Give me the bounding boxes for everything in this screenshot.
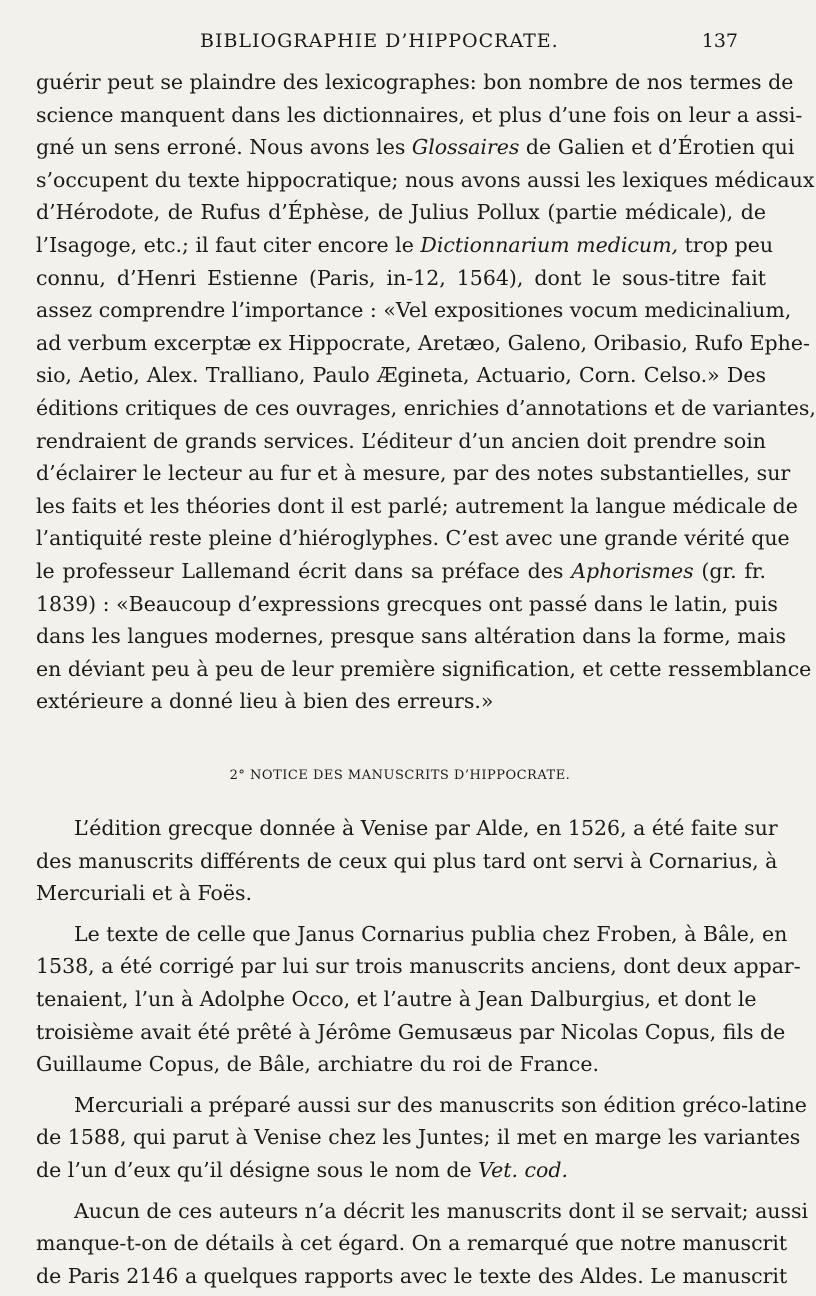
- text-line: d’Hérodote, de Rufus d’Éphèse, de Julius Pollux (partie médicale), de: [36, 200, 766, 225]
- text-line: guérir peut se plaindre des lexicographes: bon nombre de nos termes de: [36, 70, 794, 94]
- text-line: extérieure a donné lieu à bien des erreurs.»: [36, 689, 494, 714]
- text-line: gné un sens erroné. Nous avons les Glossaires de Galien et d’Érotien qui: [36, 135, 795, 160]
- paragraph-mercuriali: [36, 1089, 807, 1187]
- text-line: sio, Aetio, Alex. Tralliano, Paulo Ægineta, Actuario, Corn. Celso.» Des: [36, 363, 766, 388]
- text-line: des manuscrits différents de ceux qui plus tard ont servi à Cornarius, à: [36, 848, 778, 873]
- text-line: les faits et les théories dont il est parlé; autrement la langue médicale de: [36, 493, 798, 518]
- text-line: rendraient de grands services. L’éditeur d’un ancien doit prendre soin: [36, 428, 766, 453]
- text-line: Mercuriali a préparé aussi sur des manuscrits son édition gréco-latine: [74, 1092, 807, 1117]
- italic-title: Aphorismes: [571, 558, 694, 583]
- text-line: d’éclairer le lecteur au fur et à mesure, par des notes substantielles, sur: [36, 461, 791, 486]
- text-line: le professeur Lallemand écrit dans sa préface des Aphorismes (gr. fr.: [36, 558, 766, 583]
- section-heading: 2° NOTICE DES MANUSCRITS D’HIPPOCRATE.: [229, 768, 571, 783]
- text-line: de Paris 2146 a quelques rapports avec le texte des Aldes. Le manuscrit: [36, 1263, 788, 1288]
- italic-title: Dictionnarium medicum,: [420, 232, 679, 257]
- paragraph-cornarius: [36, 918, 801, 1081]
- text-line: L’édition grecque donnée à Venise par Alde, en 1526, a été faite sur: [74, 816, 778, 840]
- text-line: 1839) : «Beaucoup d’expressions grecques ont passé dans le latin, puis: [36, 591, 778, 616]
- paragraph-lexicography: [36, 66, 816, 718]
- text-line: troisième avait été prêté à Jérôme Gemusæus par Nicolas Copus, fils de: [36, 1019, 786, 1044]
- running-header: [0, 30, 800, 60]
- text-line: de l’un d’eux qu’il désigne sous le nom de Vet. cod.: [36, 1157, 568, 1182]
- italic-title: Vet. cod.: [478, 1157, 568, 1182]
- text-line: l’antiquité reste pleine d’hiéroglyphes. C’est avec une grande vérité que: [36, 526, 790, 551]
- italic-title: Glossaires: [411, 135, 520, 160]
- page-number: 137: [701, 30, 738, 52]
- running-title: BIBLIOGRAPHIE D’HIPPOCRATE.: [200, 30, 559, 52]
- text-line: assez comprendre l’importance : «Vel expositiones vocum medicinalium,: [36, 298, 792, 323]
- manuscripts-section: [36, 812, 809, 1292]
- text-line: s’occupent du texte hippocratique; nous avons aussi les lexiques médicaux: [36, 167, 815, 192]
- text-line: Aucun de ces auteurs n’a décrit les manuscrits dont il se servait; aussi: [74, 1198, 809, 1223]
- text-line: Mercuriali et à Foës.: [36, 881, 253, 906]
- text-line: dans les langues modernes, presque sans altération dans la forme, mais: [36, 624, 787, 649]
- text-line: tenaient, l’un à Adolphe Occo, et l’autre à Jean Dalburgius, et dont le: [36, 986, 757, 1011]
- text-line: de 1588, qui parut à Venise chez les Juntes; il met en marge les variantes: [36, 1125, 801, 1150]
- text-line: science manquent dans les dictionnaires, et plus d’une fois on leur a assi-: [36, 102, 803, 127]
- text-line: l’Isagoge, etc.; il faut citer encore le Dictionnarium medicum, trop peu: [36, 232, 774, 257]
- text-line: éditions critiques de ces ouvrages, enrichies d’annotations et de variantes,: [36, 395, 816, 420]
- text-line: connu, d’Henri Estienne (Paris, in-12, 1564), dont le sous-titre fait: [36, 265, 766, 290]
- text-line: Guillaume Copus, de Bâle, archiatre du roi de France.: [36, 1052, 600, 1077]
- paragraph-alde-edition: [36, 812, 778, 910]
- paragraph-no-description: [36, 1195, 809, 1293]
- text-line: en déviant peu à peu de leur première signification, et cette ressemblance: [36, 656, 812, 681]
- text-line: ad verbum excerptæ ex Hippocrate, Aretæo, Galeno, Oribasio, Rufo Ephe-: [36, 330, 810, 355]
- text-line: manque-t-on de détails à cet égard. On a remarqué que notre manuscrit: [36, 1231, 788, 1256]
- text-line: Le texte de celle que Janus Cornarius publia chez Froben, à Bâle, en: [74, 921, 788, 946]
- text-line: 1538, a été corrigé par lui sur trois manuscrits anciens, dont deux appar-: [36, 954, 801, 979]
